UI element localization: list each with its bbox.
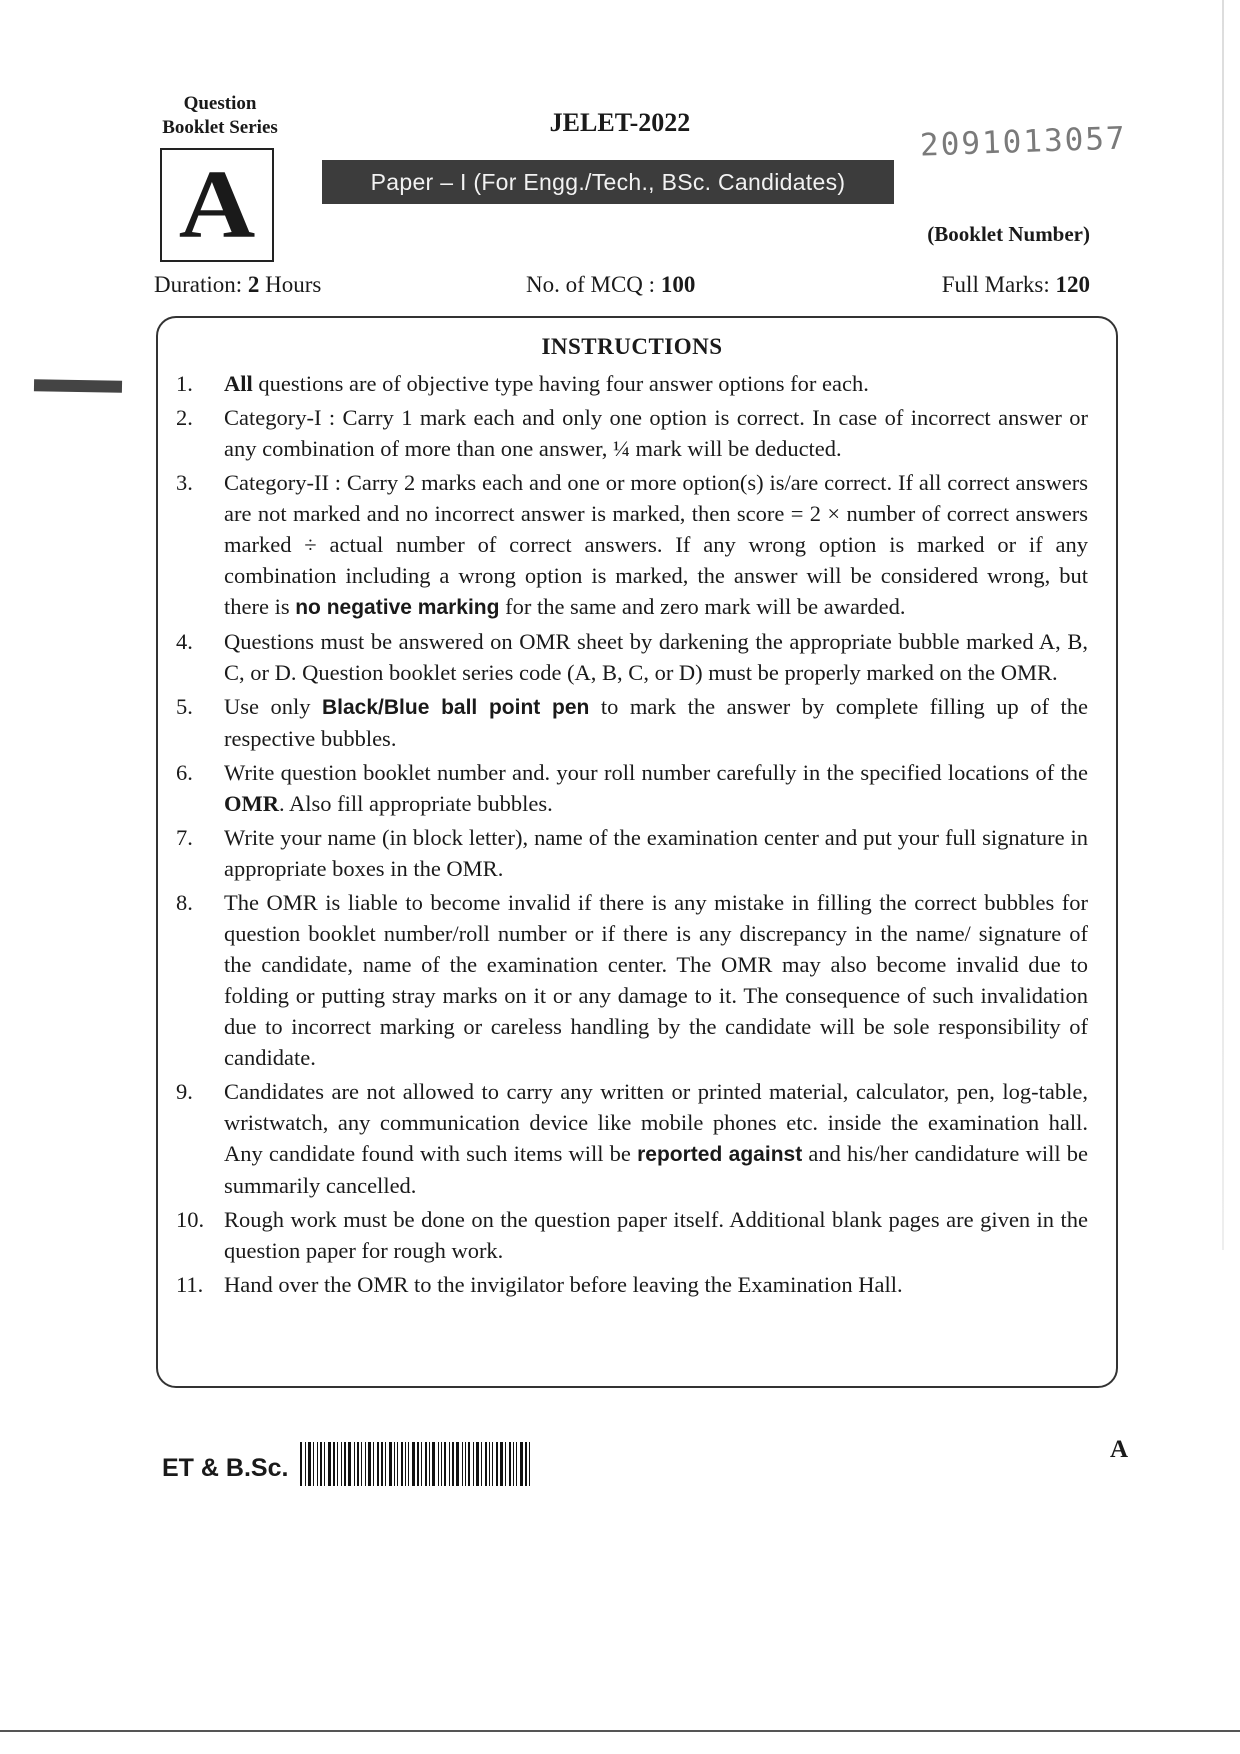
instruction-text: questions are of objective type having four answer options for each.	[252, 371, 869, 396]
duration-info	[154, 272, 321, 298]
instruction-number: 9.	[176, 1079, 193, 1104]
duration-value: 2	[247, 272, 260, 297]
instruction-text: Write question booklet number and. your roll number carefully in the specified locations of the	[224, 760, 1088, 785]
instructions-box	[156, 316, 1118, 1388]
instruction-item	[176, 626, 1088, 688]
instruction-item	[176, 757, 1088, 819]
duration-unit: Hours	[259, 272, 322, 297]
mcq-info	[526, 272, 695, 298]
instruction-item	[176, 467, 1088, 623]
instruction-text: Rough work must be done on the question paper itself. Additional blank pages are given in the question paper for rough work.	[224, 1207, 1088, 1263]
instruction-text: Write your name (in block letter), name of the examination center and put your full signature in appropriate boxes in the OMR.	[224, 825, 1088, 881]
instruction-emphasis: All	[224, 371, 253, 396]
instruction-number: 1.	[176, 371, 193, 396]
instruction-emphasis: no negative marking	[295, 596, 500, 619]
booklet-number: 2091013057	[919, 120, 1128, 164]
instruction-text: Category-I : Carry 1 mark each and only one option is correct. In case of incorrect answer or any combination of more than one answer, ¼ mark will be deducted.	[224, 405, 1088, 461]
instruction-number: 3.	[176, 470, 193, 495]
series-letter-box	[160, 148, 274, 262]
instruction-item	[176, 691, 1088, 754]
instruction-item	[176, 1076, 1088, 1201]
instruction-item	[176, 887, 1088, 1073]
instruction-text: The OMR is liable to become invalid if there is any mistake in filling the correct bubbles for question booklet number/roll number or if there is any discrepancy in the name/ signature of the candidate, name of the examination center. The OMR may also become invalid due to folding or putting stray marks on it or any damage to it. The consequence of such invalidation due to incorrect marking or careless handling by the candidate will be sole responsibility of candidate.	[224, 890, 1088, 1070]
instruction-item	[176, 1204, 1088, 1266]
paper-label: Paper – I (For Engg./Tech., BSc. Candidates)	[370, 168, 846, 195]
booklet-number-caption: (Booklet Number)	[927, 222, 1090, 246]
instruction-emphasis: OMR	[224, 791, 279, 816]
instruction-item	[176, 822, 1088, 884]
instruction-item	[176, 368, 1088, 399]
instruction-text: and his/her candidature will be summarily cancelled.	[224, 1141, 1089, 1198]
marks-label: Full Marks:	[941, 272, 1056, 297]
series-label	[150, 92, 290, 140]
footer-series-letter: A	[1110, 1436, 1129, 1463]
instructions-list	[176, 368, 1088, 1300]
scan-edge	[1222, 0, 1224, 1250]
instruction-text: Hand over the OMR to the invigilator before leaving the Examination Hall.	[224, 1272, 903, 1297]
instruction-text: Questions must be answered on OMR sheet by darkening the appropriate bubble marked A, B, C, or D. Question booklet series code (A, B, C, or D) must be properly marked on the OMR.	[224, 629, 1088, 685]
instruction-text: Use only	[224, 694, 322, 719]
instruction-item	[176, 402, 1088, 464]
footer-code: ET & B.Sc.	[162, 1454, 289, 1482]
duration-label: Duration:	[154, 272, 248, 297]
instruction-number: 7.	[176, 825, 193, 850]
series-label-line2: Booklet Series	[162, 117, 278, 138]
series-letter: A	[178, 150, 256, 259]
exam-title: JELET-2022	[549, 108, 691, 137]
instruction-number: 2.	[176, 405, 193, 430]
instruction-number: 8.	[176, 890, 193, 915]
instruction-text: for the same and zero mark will be awarded.	[499, 594, 906, 619]
mcq-label: No. of MCQ :	[526, 272, 661, 297]
instruction-emphasis: Black/Blue ball point pen	[322, 696, 590, 719]
mcq-value: 100	[660, 272, 696, 297]
barcode-icon	[300, 1442, 596, 1486]
instruction-number: 6.	[176, 760, 193, 785]
instructions-title: INSTRUCTIONS	[541, 334, 723, 359]
instruction-number: 5.	[176, 694, 193, 719]
marks-value: 120	[1055, 272, 1090, 297]
paper-banner	[322, 160, 894, 204]
instruction-item	[176, 1269, 1088, 1300]
instruction-emphasis: reported against	[637, 1143, 803, 1166]
full-marks-info	[880, 272, 1090, 298]
instruction-text: . Also fill appropriate bubbles.	[279, 791, 553, 816]
series-label-line1: Question	[183, 93, 257, 114]
instruction-text: to mark the answer by complete filling up of the respective bubbles.	[224, 694, 1088, 751]
instruction-text: Candidates are not allowed to carry any written or printed material, calculator, pen, log-table, wristwatch, any communication device like mobile phones etc. inside the examination hall. Any candidate found with such items will be	[224, 1079, 1088, 1166]
instruction-number: 10.	[176, 1207, 205, 1232]
margin-mark	[34, 379, 122, 393]
instruction-number: 4.	[176, 629, 193, 654]
instruction-number: 11.	[176, 1272, 204, 1297]
instruction-text: Category-II : Carry 2 marks each and one or more option(s) is/are correct. If all correct answers are not marked and no incorrect answer is marked, then score = 2 × number of correct answers marked ÷ actual number of correct answers. If any wrong option is marked or if any combination including a wrong option is marked, the answer will be considered wrong, but there is	[224, 470, 1088, 619]
bottom-rule	[0, 1730, 1240, 1732]
